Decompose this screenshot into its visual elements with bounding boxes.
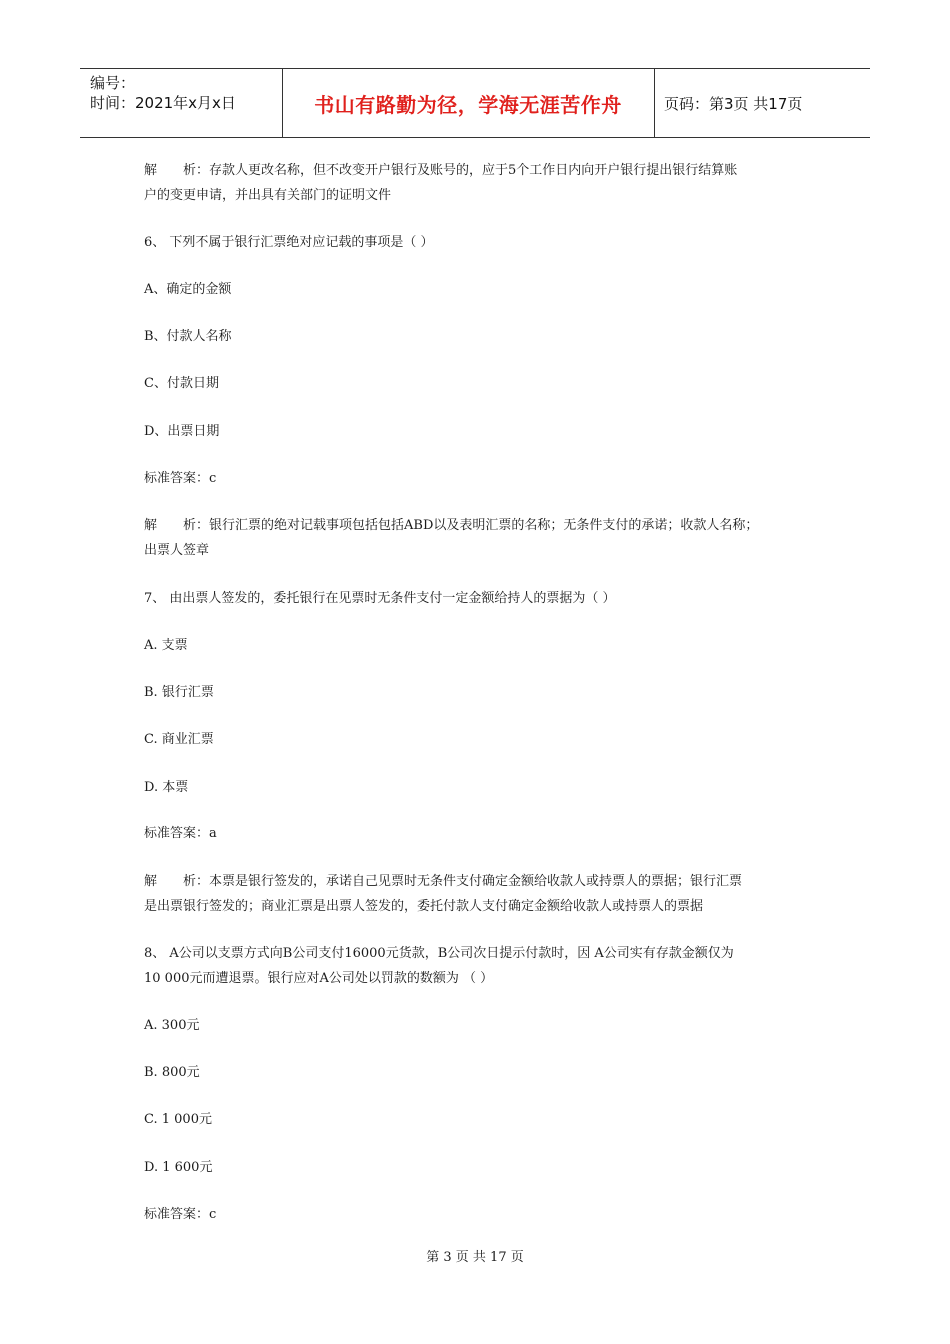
number-label: 编号： [90, 74, 136, 92]
option-d: D. 1 600元 [144, 1160, 213, 1175]
standard-answer: 标准答案：c [144, 1207, 217, 1222]
option-b: B、付款人名称 [144, 329, 232, 344]
option-c: C、付款日期 [144, 376, 219, 391]
question-7: 7、 由出票人签发的，委托银行在见票时无条件支付一定金额给持人的票据为（ ） [144, 591, 616, 606]
page-footer: 第 3 页 共 17 页 [426, 1250, 524, 1265]
option-b: B. 银行汇票 [144, 685, 214, 700]
option-c: C. 1 000元 [144, 1112, 212, 1127]
analysis-line: 户的变更申请，并出具有关部门的证明文件 [144, 188, 392, 203]
option-a: A、确定的金额 [144, 282, 232, 297]
header-divider [654, 69, 655, 137]
header-meta [90, 73, 236, 113]
analysis-line: 解 析：存款人更改名称，但不改变开户银行及账号的，应于5个工作日内向开户银行提出银行结算账 [144, 163, 738, 178]
option-d: D. 本票 [144, 780, 189, 795]
option-b: B. 800元 [144, 1065, 200, 1080]
header-motto: 书山有路勤为径，学海无涯苦作舟 [314, 92, 622, 117]
analysis-line: 是出票银行签发的；商业汇票是出票人签发的，委托付款人支付确定金额给收款人或持票人的票据 [144, 899, 704, 914]
analysis-line: 出票人签章 [144, 543, 210, 558]
option-c: C. 商业汇票 [144, 732, 214, 747]
question-8: 8、 A公司以支票方式向B公司支付16000元货款，B公司次日提示付款时，因 A公司实有存款金额仅为 [144, 946, 734, 961]
question-6: 6、 下列不属于银行汇票绝对应记载的事项是（ ） [144, 235, 434, 250]
standard-answer: 标准答案：a [144, 826, 217, 841]
standard-answer: 标准答案：c [144, 471, 217, 486]
option-a: A. 300元 [144, 1018, 200, 1033]
header-page-info: 页码：第3页 共17页 [664, 94, 803, 113]
analysis-line: 解 析：本票是银行签发的，承诺自己见票时无条件支付确定金额给收款人或持票人的票据；银行汇票 [144, 874, 743, 889]
page-header [80, 68, 870, 138]
option-a: A. 支票 [144, 638, 188, 653]
analysis-line: 解 析：银行汇票的绝对记载事项包括包括ABD以及表明汇票的名称；无条件支付的承诺；收款人名称； [144, 518, 759, 533]
question-8-cont: 10 000元而遭退票。银行应对A公司处以罚款的数额为 （ ） [144, 971, 494, 986]
time-label: 时间：2021年x月x日 [90, 94, 236, 112]
option-d: D、出票日期 [144, 424, 220, 439]
